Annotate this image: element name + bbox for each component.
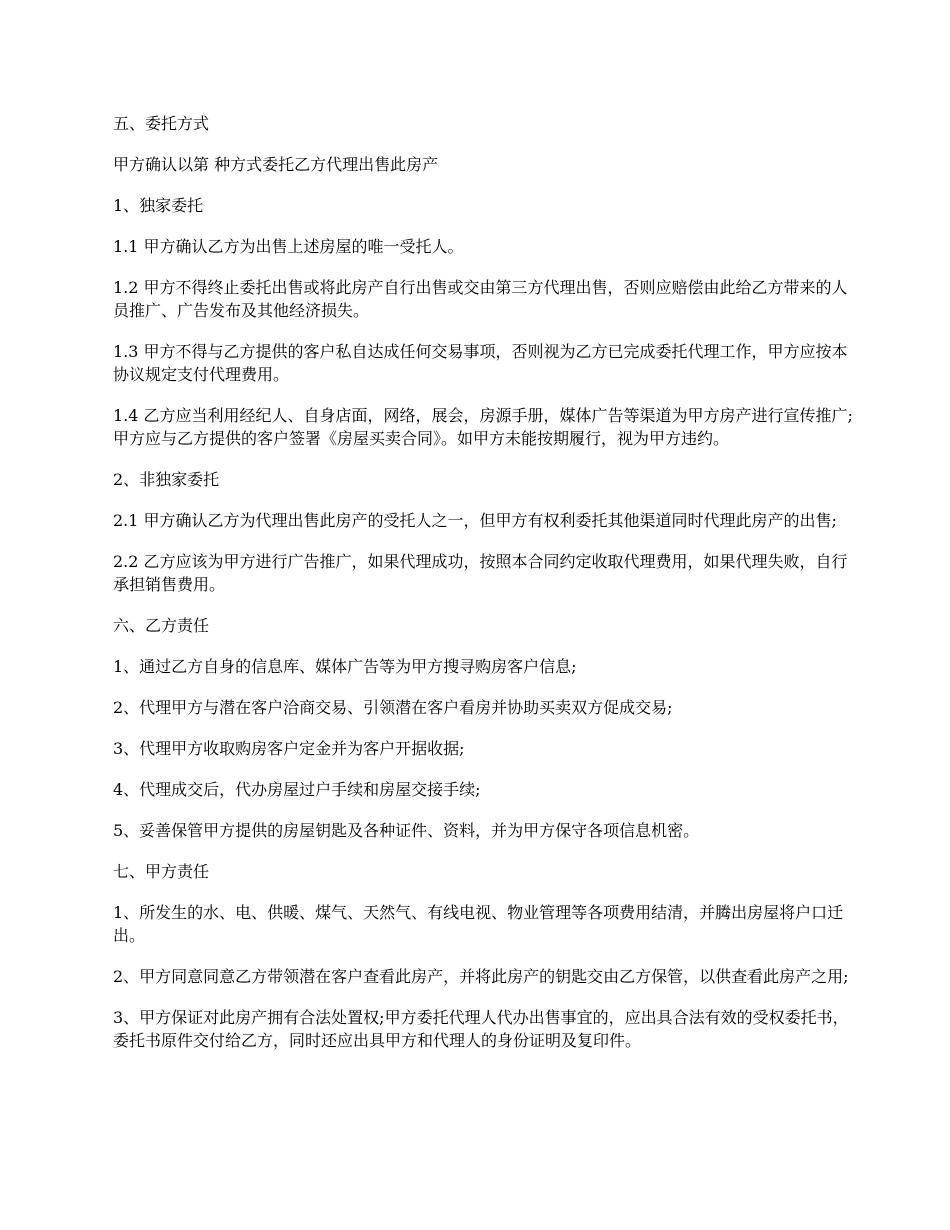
paragraph-entrust-method: 甲方确认以第 种方式委托乙方代理出售此房产 — [113, 155, 439, 174]
clause-1-2: 1.2 甲方不得终止委托出售或将此房产自行出售或交由第三方代理出售，否则应赔偿由此给乙方带来的人员推广、广告发布及其他经济损失。 — [113, 278, 848, 320]
party-b-item-4: 4、代理成交后，代办房屋过户手续和房屋交接手续; — [113, 780, 481, 799]
clause-2-2: 2.2 乙方应该为甲方进行广告推广，如果代理成功，按照本合同约定收取代理费用，如果代理失败，自行承担销售费用。 — [113, 552, 848, 594]
section-heading-entrust-method: 五、委托方式 — [113, 114, 210, 133]
subheading-exclusive: 1、独家委托 — [113, 196, 204, 215]
party-a-item-3: 3、甲方保证对此房产拥有合法处置权;甲方委托代理人代办出售事宜的，应出具合法有效的受权委托书，委托书原件交付给乙方，同时还应出具甲方和代理人的身份证明及复印件。 — [113, 1008, 849, 1050]
party-b-item-5: 5、妥善保管甲方提供的房屋钥匙及各种证件、资料，并为甲方保守各项信息机密。 — [113, 821, 700, 840]
section-heading-party-a: 七、甲方责任 — [113, 862, 210, 881]
section-heading-party-b: 六、乙方责任 — [113, 616, 210, 635]
party-a-item-2: 2、甲方同意同意乙方带领潜在客户查看此房产，并将此房产的钥匙交由乙方保管，以供查看此房产之用; — [113, 967, 849, 986]
clause-1-4: 1.4 乙方应当利用经纪人、自身店面，网络，展会，房源手册，媒体广告等渠道为甲方房产进行宣传推广;甲方应与乙方提供的客户签署《房屋买卖合同》。如甲方未能按期履行，视为甲方违约。 — [113, 406, 853, 448]
clause-1-3: 1.3 甲方不得与乙方提供的客户私自达成任何交易事项，否则视为乙方已完成委托代理工作，甲方应按本协议规定支付代理费用。 — [113, 342, 848, 384]
clause-2-1: 2.1 甲方确认乙方为代理出售此房产的受托人之一，但甲方有权利委托其他渠道同时代理此房产的出售; — [113, 511, 837, 530]
party-b-item-1: 1、通过乙方自身的信息库、媒体广告等为甲方搜寻购房客户信息; — [113, 657, 577, 676]
subheading-non-exclusive: 2、非独家委托 — [113, 470, 220, 489]
document-body — [113, 112, 853, 1070]
party-a-item-1: 1、所发生的水、电、供暖、煤气、天然气、有线电视、物业管理等各项费用结清，并腾出房屋将户口迁出。 — [113, 903, 844, 945]
party-b-item-2: 2、代理甲方与潜在客户洽商交易、引领潜在客户看房并协助买卖双方促成交易; — [113, 698, 673, 717]
clause-1-1: 1.1 甲方确认乙方为出售上述房屋的唯一受托人。 — [113, 237, 464, 256]
party-b-item-3: 3、代理甲方收取购房客户定金并为客户开据收据; — [113, 739, 465, 758]
